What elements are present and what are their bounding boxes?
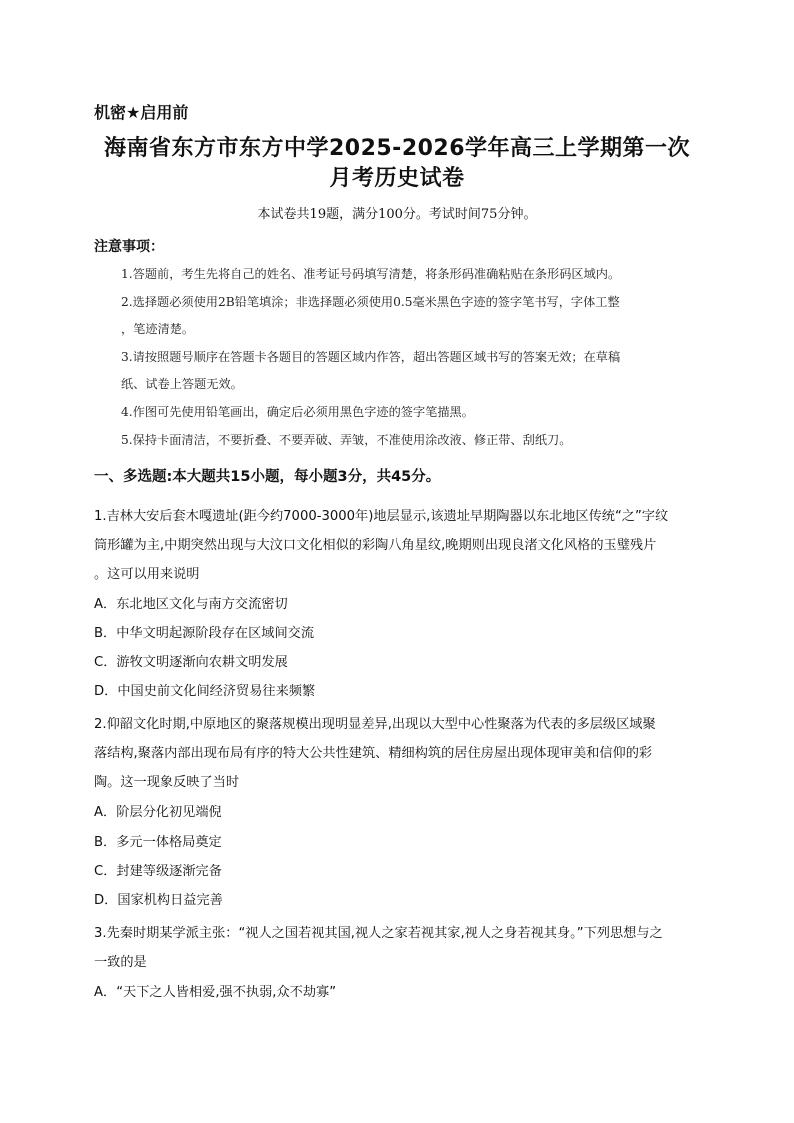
question-1-option-d[interactable]: D．中国史前文化间经济贸易往来频繁 <box>94 684 316 699</box>
notes-heading: 注意事项： <box>94 239 164 255</box>
question-2-option-c[interactable]: C．封建等级逐渐完备 <box>94 864 222 879</box>
question-3-stem-line: 一致的是 <box>94 955 147 970</box>
question-3-stem-line: 3.先秦时期某学派主张：“视人之国若视其国,视人之家若视其家,视人之身若视其身。”下列思想与之 <box>94 926 663 941</box>
note-line: 4.作图可先使用铅笔画出，确定后必须用黑色字迹的签字笔描黑。 <box>121 405 474 419</box>
question-1-stem-line: 。这可以用来说明 <box>94 567 200 582</box>
question-2-stem-line: 落结构,聚落内部出现布局有序的特大公共性建筑、精细构筑的居住房屋出现体现审美和信仰的彩 <box>94 746 653 761</box>
question-2-option-b[interactable]: B．多元一体格局奠定 <box>94 835 222 850</box>
note-line: 2.选择题必须使用2B铅笔填涂；非选择题必须使用0.5毫米黑色字迹的签字笔书写，字体工整 <box>121 295 620 309</box>
note-line: 1.答题前，考生先将自己的姓名、准考证号码填写清楚，将条形码准确粘贴在条形码区域内。 <box>121 267 621 281</box>
question-2-stem-line: 2.仰韶文化时期,中原地区的聚落规模出现明显差异,出现以大型中心性聚落为代表的多层级区域聚 <box>94 717 656 732</box>
exam-title-line1: 海南省东方市东方中学2025-2026学年高三上学期第一次 <box>103 136 691 161</box>
question-1-stem-line: 筒形罐为主,中期突然出现与大汶口文化相似的彩陶八角星纹,晚期则出现良渚文化风格的玉璧残片 <box>94 538 657 553</box>
note-line: 5.保持卡面清洁，不要折叠、不要弄破、弄皱，不准使用涂改液、修正带、刮纸刀。 <box>121 433 572 447</box>
note-line: ，笔迹清楚。 <box>121 322 195 336</box>
section-heading: 一、多选题:本大题共15小题，每小题3分，共45分。 <box>94 469 441 485</box>
question-3-option-a[interactable]: A．“天下之人皆相爱,强不执弱,众不劫寡” <box>94 985 337 1000</box>
confidential-label: 机密★启用前 <box>94 103 189 122</box>
question-2-option-d[interactable]: D．国家机构日益完善 <box>94 893 223 908</box>
note-line: 3.请按照题号顺序在答题卡各题目的答题区域内作答，超出答题区域书写的答案无效；在草稿 <box>121 350 621 364</box>
note-line: 纸、试卷上答题无效。 <box>121 377 243 391</box>
question-1-option-b[interactable]: B．中华文明起源阶段存在区域间交流 <box>94 626 315 641</box>
question-1-stem-line: 1.吉林大安后套木嘎遗址(距今约7000-3000年)地层显示,该遗址早期陶器以东北地区传统“之”字纹 <box>94 509 669 524</box>
exam-subtitle: 本试卷共19题，满分100分。考试时间75分钟。 <box>257 207 537 222</box>
question-1-option-a[interactable]: A．东北地区文化与南方交流密切 <box>94 597 288 612</box>
question-2-stem-line: 陶。这一现象反映了当时 <box>94 775 240 790</box>
question-2-option-a[interactable]: A．阶层分化初见端倪 <box>94 805 222 820</box>
exam-title-line2: 月考历史试卷 <box>329 166 465 191</box>
question-1-option-c[interactable]: C．游牧文明逐渐向农耕文明发展 <box>94 655 288 670</box>
